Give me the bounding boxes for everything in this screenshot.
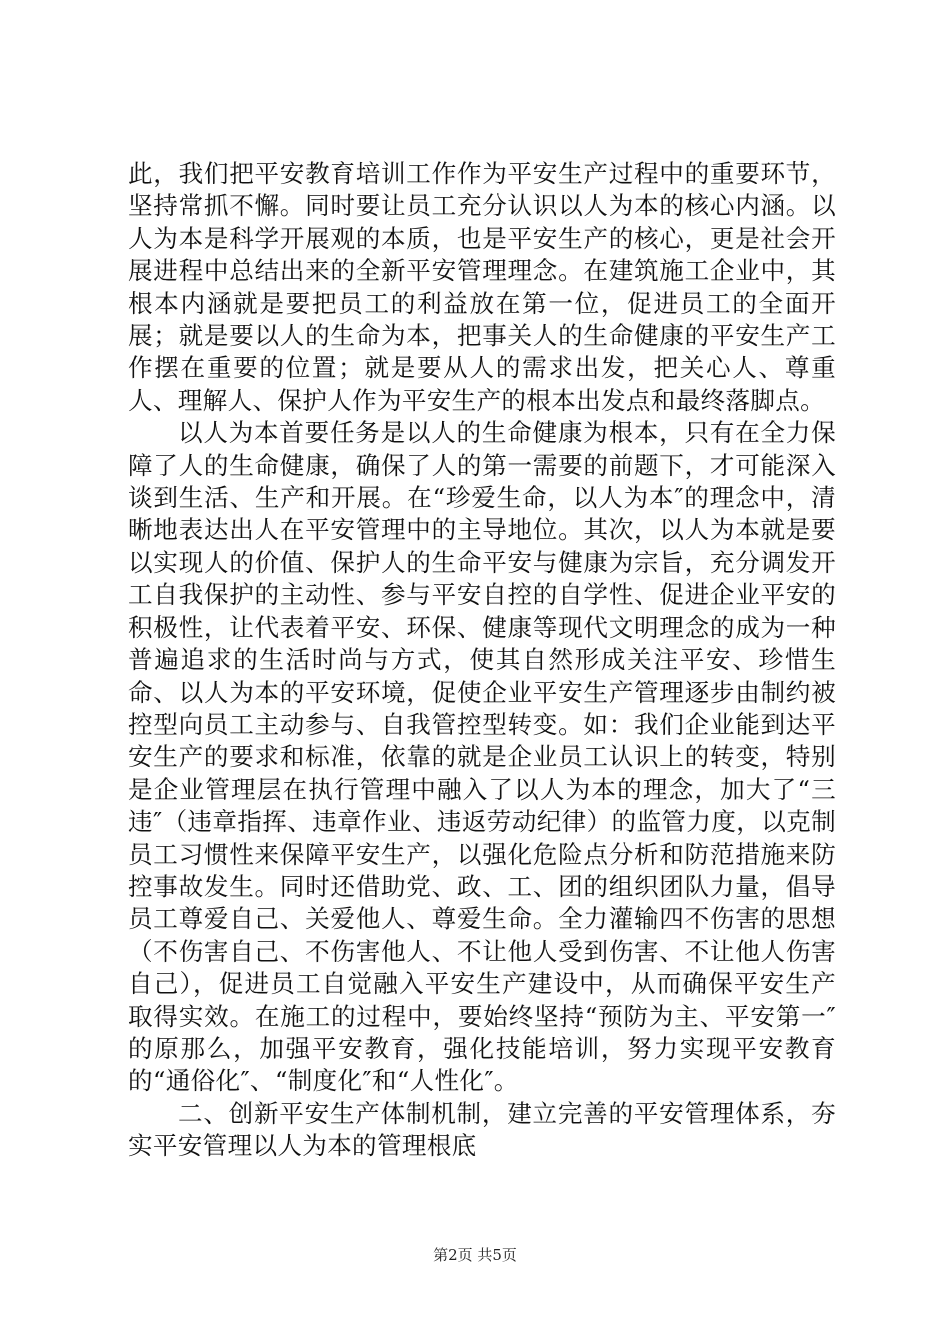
body-paragraph-1: 此，我们把平安教育培训工作作为平安生产过程中的重要环节，坚持常抓不懈。同时要让员工充分认识以人为本的核心内涵。以人为本是科学开展观的本质，也是平安生产的核心，更是社会开展进程中总结出来的全新平安管理理念。在建筑施工企业中，其根本内涵就是要把员工的利益放在第一位，促进员工的全面开展；就是要以人的生命为本，把事关人的生命健康的平安生产工作摆在重要的位置；就是要从人的需求出发，把关心人、尊重人、理解人、保护人作为平安生产的根本出发点和最终落脚点。 bbox=[128, 159, 836, 415]
document-body bbox=[128, 158, 836, 1163]
section-heading-paragraph: 二、创新平安生产体制机制，建立完善的平安管理体系，夯实平安管理以人为本的管理根底 bbox=[128, 1098, 836, 1161]
body-paragraph-2: 以人为本首要任务是以人的生命健康为根本，只有在全力保障了人的生命健康，确保了人的第一需要的前题下，才可能深入谈到生活、生产和开展。在“珍爱生命，以人为本″的理念中，清晰地表达出人在平安管理中的主导地位。其次，以人为本就是要以实现人的价值、保护人的生命平安与健康为宗旨，充分调发开工自我保护的主动性、参与平安自控的自学性、促进企业平安的积极性，让代表着平安、环保、健康等现代文明理念的成为一种普遍追求的生活时尚与方式，使其自然形成关注平安、珍惜生命、以人为本的平安环境，促使企业平安生产管理逐步由制约被控型向员工主动参与、自我管控型转变。如：我们企业能到达平安生产的要求和标准，依靠的就是企业员工认识上的转变，特别是企业管理层在执行管理中融入了以人为本的理念，加大了“三违″（违章指挥、违章作业、违返劳动纪律）的监管力度，以克制员工习惯性来保障平安生产，以强化危险点分析和防范措施来防控事故发生。同时还借助党、政、工、团的组织团队力量，倡导员工尊爱自己、关爱他人、尊爱生命。全力灌输四不伤害的思想（不伤害自己、不伤害他人、不让他人受到伤害、不让他人伤害自己），促进员工自觉融入平安生产建设中，从而确保平安生产取得实效。在施工的过程中，要始终坚持“预防为主、平安第一″的原那么，加强平安教育，强化技能培训，努力实现平安教育的“通俗化″、“制度化″和“人性化″。 bbox=[128, 418, 836, 1096]
page-number-footer: 第2页 共5页 bbox=[433, 1246, 517, 1264]
